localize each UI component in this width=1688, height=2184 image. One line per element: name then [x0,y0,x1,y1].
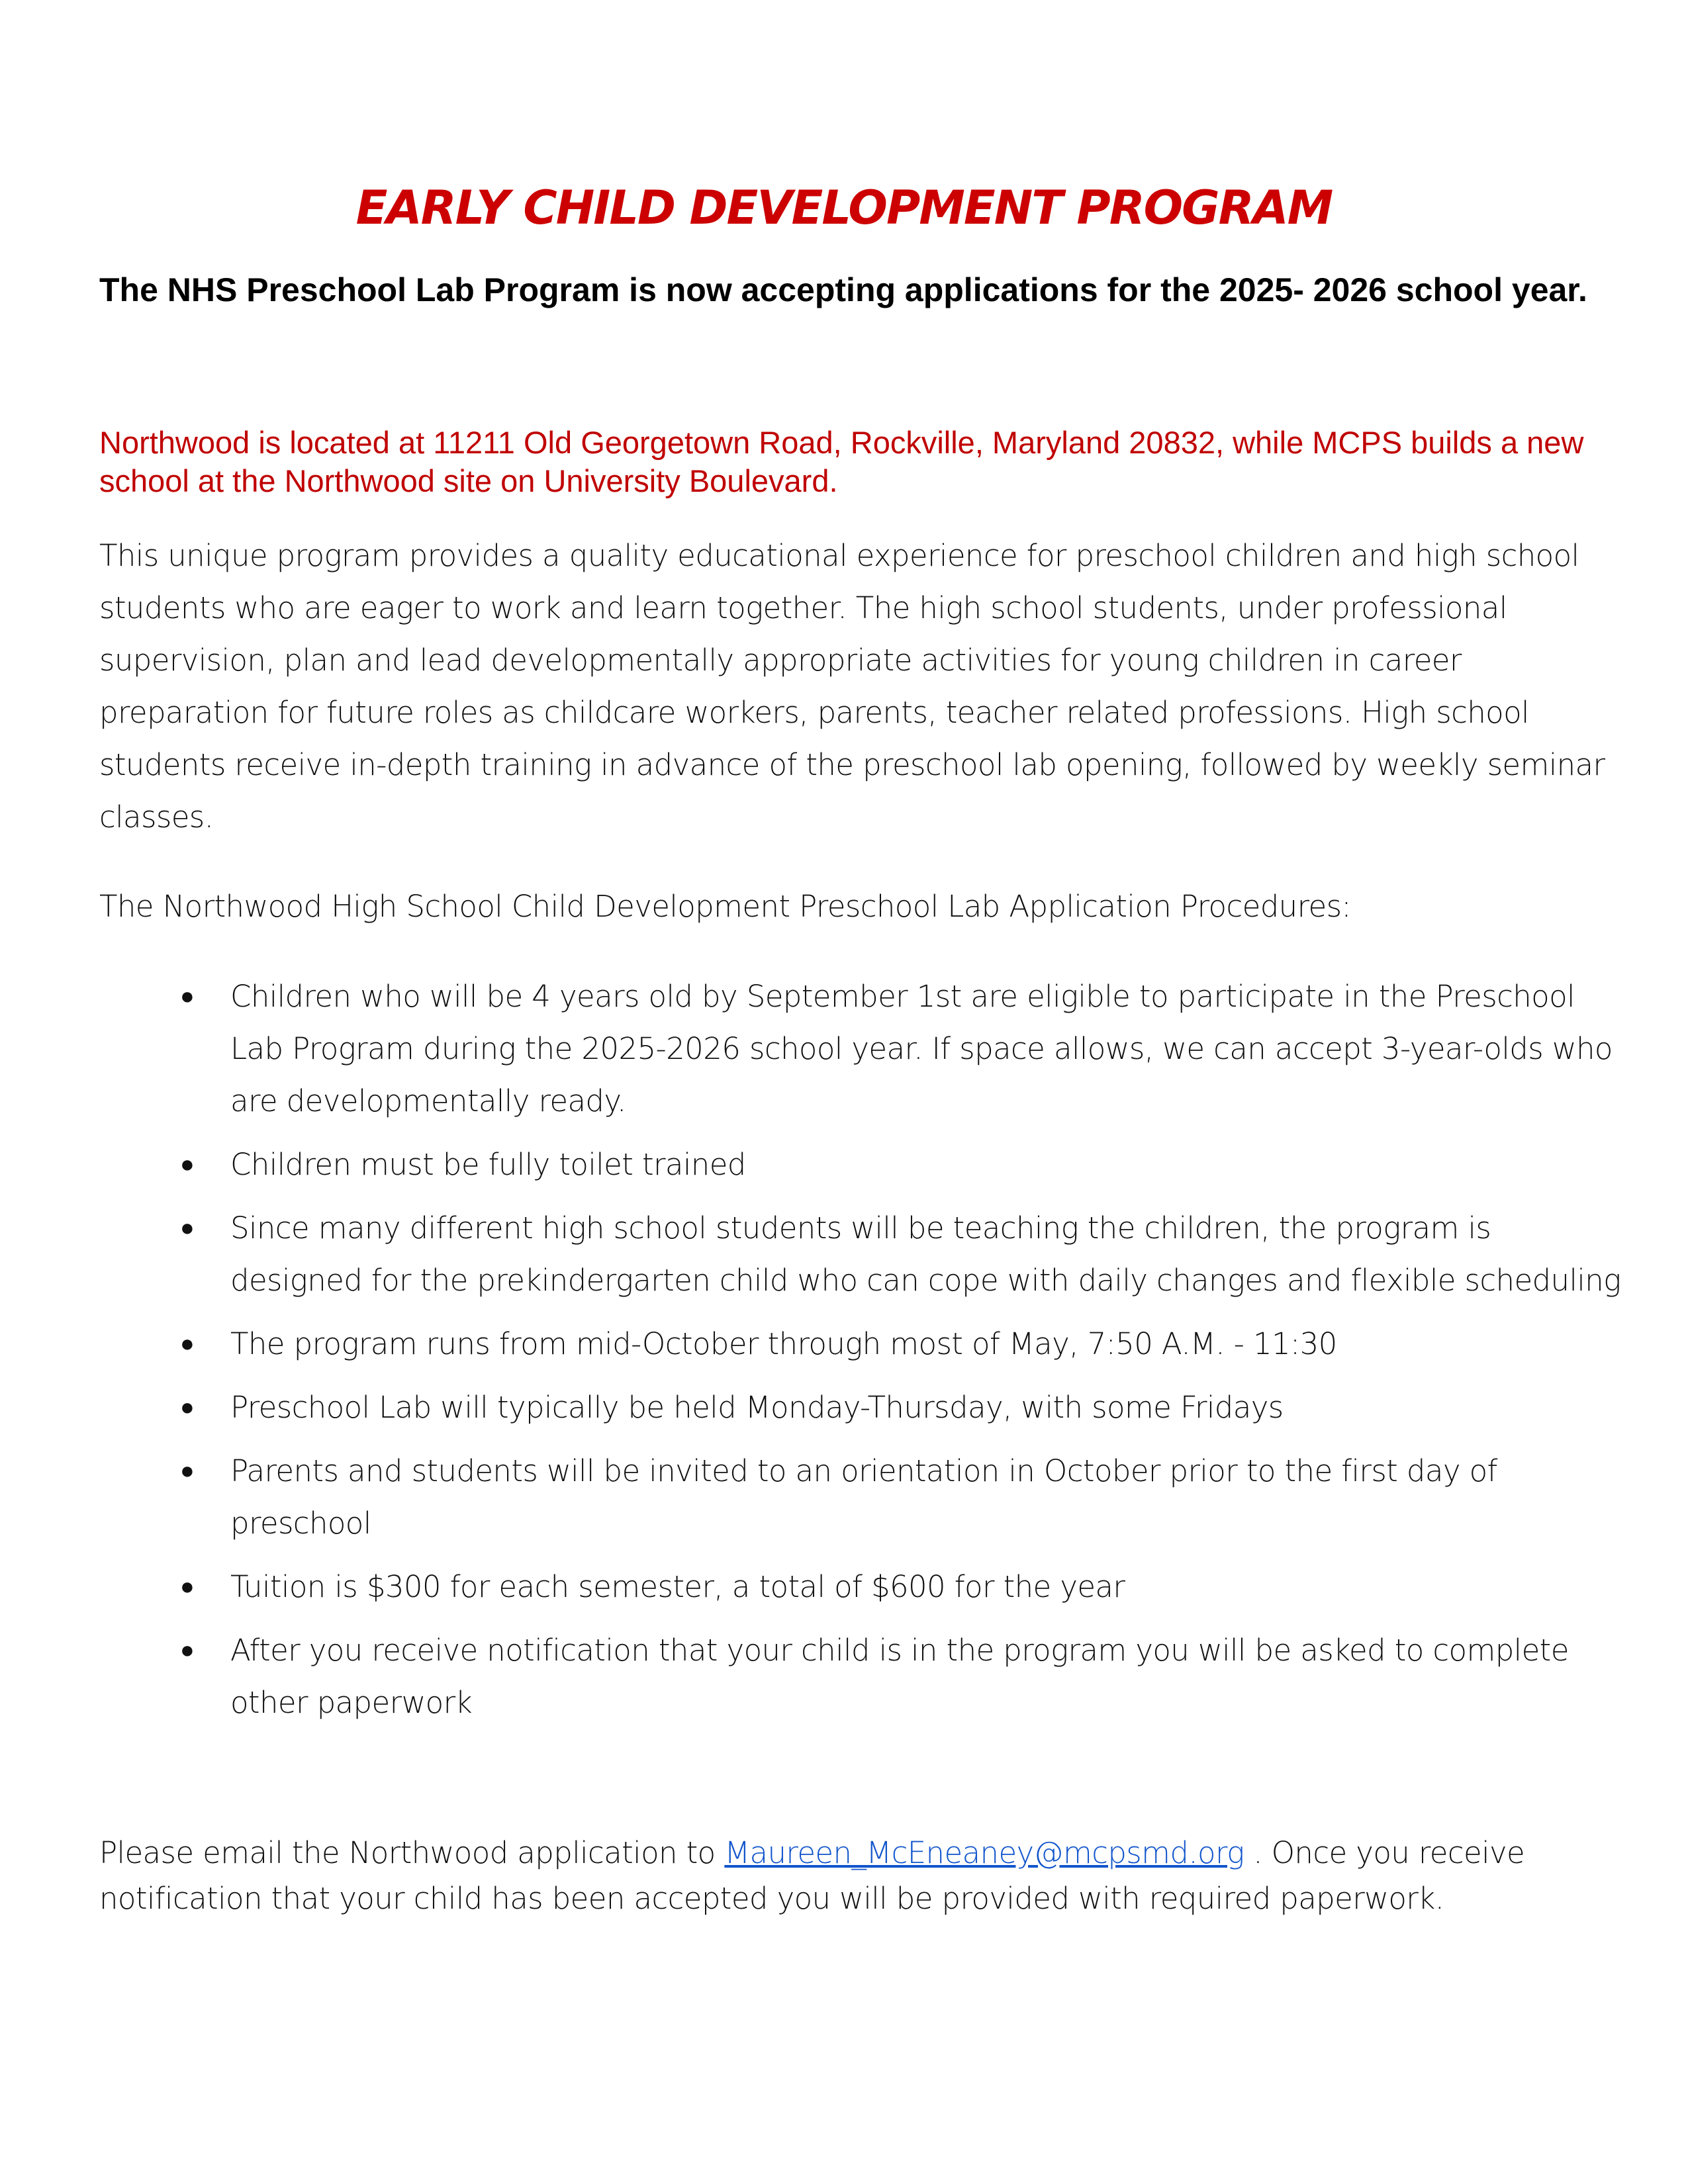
list-item [99,970,1622,1127]
email-instructions-tail: . Once you receive notification that your child has been accepted you will be provided with required paperwork. [99,1835,1525,1916]
procedures-list [99,970,1622,1740]
bullet-icon: ● [180,1637,195,1664]
list-item-text: Preschool Lab will typically be held Monday-Thursday, with some Fridays [230,1390,1284,1425]
announcement-text: The NHS Preschool Lab Program is now accepting applications for the 2025- 2026 school year. [99,271,1587,308]
bullet-icon: ● [180,1457,195,1484]
email-link[interactable]: Maureen_McEneaney@mcpsmd.org [724,1835,1244,1870]
program-description: This unique program provides a quality educational experience for preschool children and high school students who are eager to work and learn together. The high school students, under professional supervision, plan and lead developmentally appropriate activities for young children in career preparation for future roles as childcare workers, parents, teacher related professions. High school students receive in-depth training in advance of the preschool lab opening, followed by weekly seminar classes. [99,538,1605,835]
list-item-text: Children must be fully toilet trained [230,1147,746,1182]
list-item-text: Tuition is $300 for each semester, a total of $600 for the year [230,1569,1125,1604]
page-title: EARLY CHILD DEVELOPMENT PROGRAM [355,180,1333,235]
procedures-heading: The Northwood High School Child Development Preschool Lab Application Procedures: [99,889,1351,924]
list-item [99,1318,1622,1370]
email-instructions-lead: Please email the Northwood application to [99,1835,725,1870]
list-item-text: After you receive notification that your child is in the program you will be asked to complete other paperwork [230,1633,1569,1720]
list-item-text: The program runs from mid-October through most of May, 7:50 A.M. - 11:30 [230,1326,1337,1361]
list-item [99,1138,1622,1191]
list-item-text: Parents and students will be invited to an orientation in October prior to the first day of preschool [230,1453,1497,1541]
bullet-icon: ● [180,983,195,1010]
bullet-icon: ● [180,1394,195,1421]
bullet-icon: ● [180,1214,195,1242]
bullet-icon: ● [180,1151,195,1178]
list-item [99,1445,1622,1549]
email-instructions [99,1830,1595,1921]
list-item [99,1624,1622,1729]
location-notice: Northwood is located at 11211 Old Georgetown Road, Rockville, Maryland 20832, while MCPS builds a new school at the Northwood site on University Boulevard. [99,425,1584,498]
list-item [99,1561,1622,1613]
list-item [99,1381,1622,1433]
list-item-text: Since many different high school students will be teaching the children, the program is designed for the prekindergarten child who can cope with daily changes and flexible scheduling [230,1210,1621,1298]
list-item-text: Children who will be 4 years old by September 1st are eligible to participate in the Preschool Lab Program during the 2025-2026 school year. If space allows, we can accept 3-year-olds who are developmentally ready. [230,979,1613,1118]
list-item [99,1202,1622,1306]
bullet-icon: ● [180,1330,195,1357]
bullet-icon: ● [180,1573,195,1600]
